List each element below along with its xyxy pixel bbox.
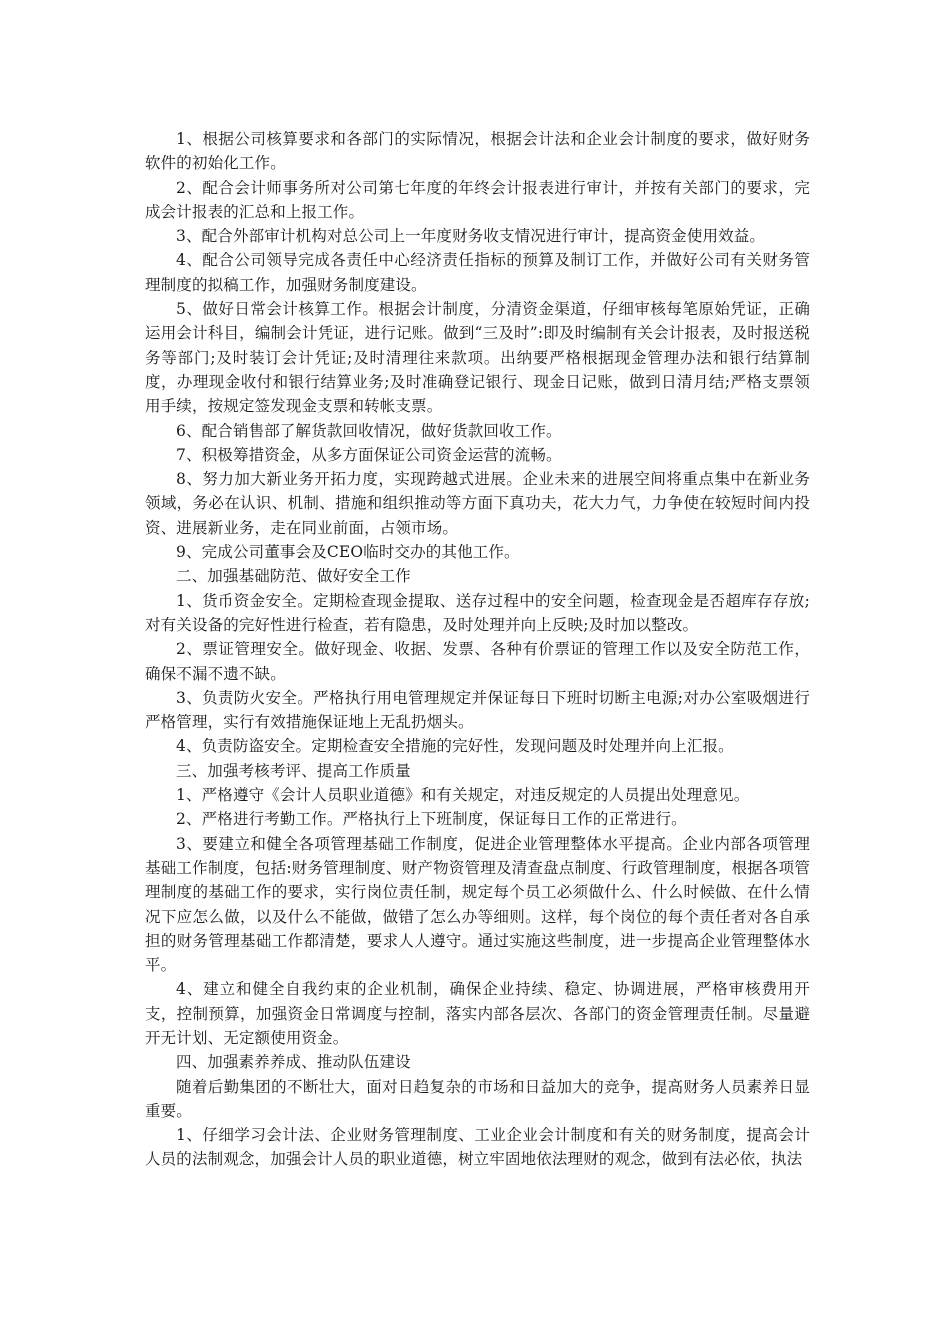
paragraph: 1、根据公司核算要求和各部门的实际情况，根据会计法和企业会计制度的要求，做好财务软件的初始化工作。 xyxy=(145,130,810,173)
paragraph: 3、要建立和健全各项管理基础工作制度，促进企业管理整体水平提高。企业内部各项管理基础工作制度，包括:财务管理制度、财产物资管理及清查盘点制度、行政管理制度，根据各项管理制度的基础工作的要求，实行岗位责任制，规定每个员工必须做什么、什么时候做、在什么情况下应怎么做，以及什么不能做，做错了怎么办等细则。这样，每个岗位的每个责任者对各自承担的财务管理基础工作都清楚，要求人人遵守。通过实施这些制度，进一步提高企业管理整体水平。 xyxy=(145,834,810,975)
paragraph: 1、严格遵守《会计人员职业道德》和有关规定，对违反规定的人员提出处理意见。 xyxy=(176,786,750,805)
paragraph: 2、配合会计师事务所对公司第七年度的年终会计报表进行审计，并按有关部门的要求，完成会计报表的汇总和上报工作。 xyxy=(145,178,810,221)
paragraph: 2、票证管理安全。做好现金、收据、发票、各种有价票证的管理工作以及安全防范工作，确保不漏不遗不缺。 xyxy=(145,640,810,683)
paragraph: 4、负责防盗安全。定期检查安全措施的完好性，发现问题及时处理并向上汇报。 xyxy=(176,737,734,756)
paragraph: 随着后勤集团的不断壮大，面对日趋复杂的市场和日益加大的竞争，提高财务人员素养日显重要。 xyxy=(145,1077,810,1120)
section-heading: 二、加强基础防范、做好安全工作 xyxy=(176,567,411,586)
paragraph: 8、努力加大新业务开拓力度，实现跨越式进展。企业未来的进展空间将重点集中在新业务领域，务必在认识、机制、措施和组织推动等方面下真功夫，花大力气，力争使在较短时间内投资、进展新业务，走在同业前面，占领市场。 xyxy=(145,470,810,537)
paragraph: 4、配合公司领导完成各责任中心经济责任指标的预算及制订工作，并做好公司有关财务管理制度的拟稿工作，加强财务制度建设。 xyxy=(145,251,810,294)
document-body xyxy=(145,127,810,1172)
paragraph: 6、配合销售部了解货款回收情况，做好货款回收工作。 xyxy=(176,421,562,440)
paragraph: 1、仔细学习会计法、企业财务管理制度、工业企业会计制度和有关的财务制度，提高会计人员的法制观念，加强会计人员的职业道德，树立牢固地依法理财的观念，做到有法必依，执法 xyxy=(145,1126,810,1169)
paragraph: 3、配合外部审计机构对总公司上一年度财务收支情况进行审计，提高资金使用效益。 xyxy=(176,227,766,246)
paragraph: 7、积极筹措资金，从多方面保证公司资金运营的流畅。 xyxy=(176,445,562,464)
paragraph: 1、货币资金安全。定期检查现金提取、送存过程中的安全问题，检查现金是否超库存存放;对有关设备的完好性进行检查，若有隐患，及时处理并向上反映;及时加以整改。 xyxy=(145,591,810,634)
section-heading: 四、加强素养养成、推动队伍建设 xyxy=(176,1053,411,1072)
section-heading: 三、加强考核考评、提高工作质量 xyxy=(176,761,411,780)
paragraph: 2、严格进行考勤工作。严格执行上下班制度，保证每日工作的正常进行。 xyxy=(176,810,687,829)
paragraph: 9、完成公司董事会及CEO临时交办的其他工作。 xyxy=(176,543,520,562)
paragraph: 4、建立和健全自我约束的企业机制，确保企业持续、稳定、协调进展，严格审核费用开支，控制预算，加强资金日常调度与控制，落实内部各层次、各部门的资金管理责任制。尽量避开无计划、无定额使用资金。 xyxy=(145,980,810,1047)
paragraph: 3、负责防火安全。严格执行用电管理规定并保证每日下班时切断主电源;对办公室吸烟进行严格管理，实行有效措施保证地上无乱扔烟头。 xyxy=(145,688,810,732)
paragraph: 5、做好日常会计核算工作。根据会计制度，分清资金渠道，仔细审核每笔原始凭证，正确运用会计科目，编制会计凭证，进行记账。做到“三及时”:即及时编制有关会计报表，及时报送税务等部门;及时装订会计凭证;及时清理往来款项。出纳要严格根据现金管理办法和银行结算制度，办理现金收付和银行结算业务;及时准确登记银行、现金日记账，做到日清月结;严格支票领用手续，按规定签发现金支票和转帐支票。 xyxy=(145,300,810,416)
